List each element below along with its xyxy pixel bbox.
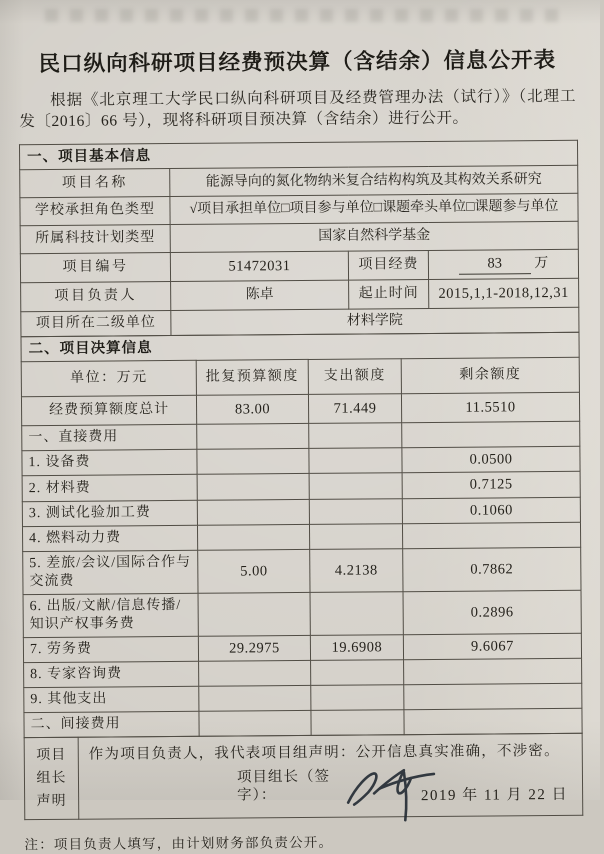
declaration-row	[24, 733, 583, 820]
declaration-table	[24, 733, 584, 821]
budget-spent: 19.6908	[310, 635, 403, 661]
form-title: 民口纵向科研项目经费预决算（含结余）信息公开表	[38, 47, 557, 77]
remaining-header: 剩余额度	[401, 358, 579, 394]
project-number-label: 项目编号	[20, 252, 170, 283]
budget-row-publication	[23, 590, 581, 637]
budget-column-headers	[21, 358, 579, 397]
fund-unit: 万	[534, 256, 549, 272]
budget-remaining: 0.7862	[403, 548, 581, 592]
budget-spent	[311, 685, 404, 711]
declaration-side-line: 项目	[36, 747, 67, 764]
plan-type-value: 国家自然科学基金	[170, 221, 578, 252]
budget-approved	[197, 474, 309, 500]
budget-approved	[197, 423, 309, 449]
plan-type-label: 所属科技计划类型	[20, 224, 170, 253]
plan-type-row	[20, 221, 578, 253]
budget-approved	[197, 525, 309, 551]
budget-row-label: 7. 劳务费	[23, 636, 198, 663]
budget-table	[20, 332, 582, 739]
intro-paragraph: 根据《北京理工大学民口纵向科研项目及经费管理办法（试行）》（北理工发〔2016〕66 号），现将科研项目预决算（含结余）进行公开。	[19, 87, 577, 130]
role-type-label: 学校承担角色类型	[20, 196, 170, 225]
budget-approved	[198, 592, 310, 636]
budget-remaining: 0.2896	[403, 590, 581, 634]
budget-remaining: 0.7125	[402, 472, 580, 499]
budget-spent	[310, 592, 403, 636]
budget-row-label: 2. 材料费	[22, 475, 197, 502]
department-value: 材料学院	[171, 307, 579, 335]
budget-row-label: 3. 测试化验加工费	[22, 500, 197, 527]
approved-header: 批复预算额度	[196, 360, 308, 396]
budget-remaining: 9.6067	[403, 633, 581, 660]
project-number-value: 51472031	[170, 251, 348, 282]
unit-header: 单位：万元	[21, 361, 196, 397]
budget-spent: 71.449	[308, 394, 401, 423]
signature-ink	[344, 760, 440, 825]
fund-amount: 83	[459, 254, 531, 274]
project-fund-value	[428, 249, 578, 280]
project-name-row	[20, 165, 578, 197]
budget-approved: 5.00	[198, 550, 310, 594]
budget-row-label: 二、间接费用	[24, 712, 199, 738]
declaration-side-line: 声明	[36, 794, 67, 810]
budget-approved: 29.2975	[198, 635, 310, 661]
project-number-row	[20, 249, 578, 283]
project-fund-label: 项目经费	[348, 250, 428, 280]
budget-row-label: 8. 专家咨询费	[24, 662, 199, 688]
budget-spent	[311, 660, 404, 686]
budget-approved	[199, 661, 311, 687]
signature-handwriting	[344, 774, 421, 809]
budget-remaining: 0.1060	[402, 497, 580, 524]
budget-remaining: 0.0500	[402, 446, 580, 473]
role-type-row	[20, 193, 578, 225]
project-name-value: 能源导向的氮化物纳米复合结构构筑及其构效关系研究	[170, 165, 578, 196]
budget-row-travel	[23, 548, 581, 595]
declaration-content	[78, 733, 583, 819]
budget-approved	[197, 448, 309, 474]
basic-info-table	[19, 139, 580, 337]
budget-row-label: 1. 设备费	[22, 449, 197, 476]
budget-row-label: 6. 出版/文献/信息传播/知识产权事务费	[23, 593, 198, 637]
budget-section-title: 二、项目决算信息	[21, 332, 579, 362]
budget-remaining	[404, 659, 582, 685]
basic-info-section-title: 一、项目基本信息	[19, 140, 577, 170]
signature-row	[89, 768, 572, 811]
budget-approved: 83.00	[196, 395, 308, 424]
budget-total-row	[21, 393, 579, 426]
declaration-statement: 作为项目负责人，我代表项目组声明：公开信息真实准确，不涉密。	[88, 743, 560, 763]
budget-spent: 4.2138	[310, 549, 403, 593]
budget-row-label: 经费预算额度总计	[21, 396, 196, 426]
signature-date: 2019 年 11 月 22 日	[420, 786, 569, 804]
budget-remaining	[402, 523, 580, 549]
project-leader-label: 项目负责人	[21, 282, 171, 312]
budget-row-label: 9. 其他支出	[24, 687, 199, 713]
project-name-label: 项目名称	[20, 169, 170, 198]
period-value: 2015,1,1-2018,12,31	[429, 279, 579, 309]
budget-row-label: 4. 燃料动力费	[22, 526, 197, 552]
spent-header: 支出额度	[308, 359, 401, 395]
budget-spent	[309, 473, 402, 499]
budget-row-label: 一、直接费用	[22, 424, 197, 450]
budget-spent	[309, 524, 402, 550]
declaration-side-header	[24, 737, 79, 820]
budget-spent	[309, 447, 402, 473]
budget-remaining	[404, 684, 582, 710]
declaration-side-line: 组长	[36, 771, 67, 787]
budget-approved	[199, 686, 311, 712]
budget-remaining	[402, 421, 580, 447]
role-type-value: √项目承担单位□项目参与单位□课题牵头单位□课题参与单位	[170, 193, 578, 224]
form-body	[19, 139, 582, 820]
budget-spent	[309, 422, 402, 448]
project-leader-row	[21, 279, 579, 312]
budget-remaining: 11.5510	[401, 393, 579, 423]
budget-spent	[311, 710, 404, 736]
budget-approved	[199, 711, 311, 737]
project-leader-value: 陈卓	[171, 280, 349, 310]
budget-spent	[309, 498, 402, 524]
period-label: 起止时间	[349, 280, 429, 309]
signature-label: 项目组长（签字）：	[236, 768, 331, 804]
footnote: 注：项目负责人填写，由计划财务部负责公开。	[24, 835, 334, 853]
department-label: 项目所在二级单位	[21, 310, 171, 336]
budget-row-label: 5. 差旅/会议/国际合作与交流费	[23, 551, 198, 595]
budget-approved	[197, 499, 309, 525]
budget-remaining	[404, 709, 582, 735]
